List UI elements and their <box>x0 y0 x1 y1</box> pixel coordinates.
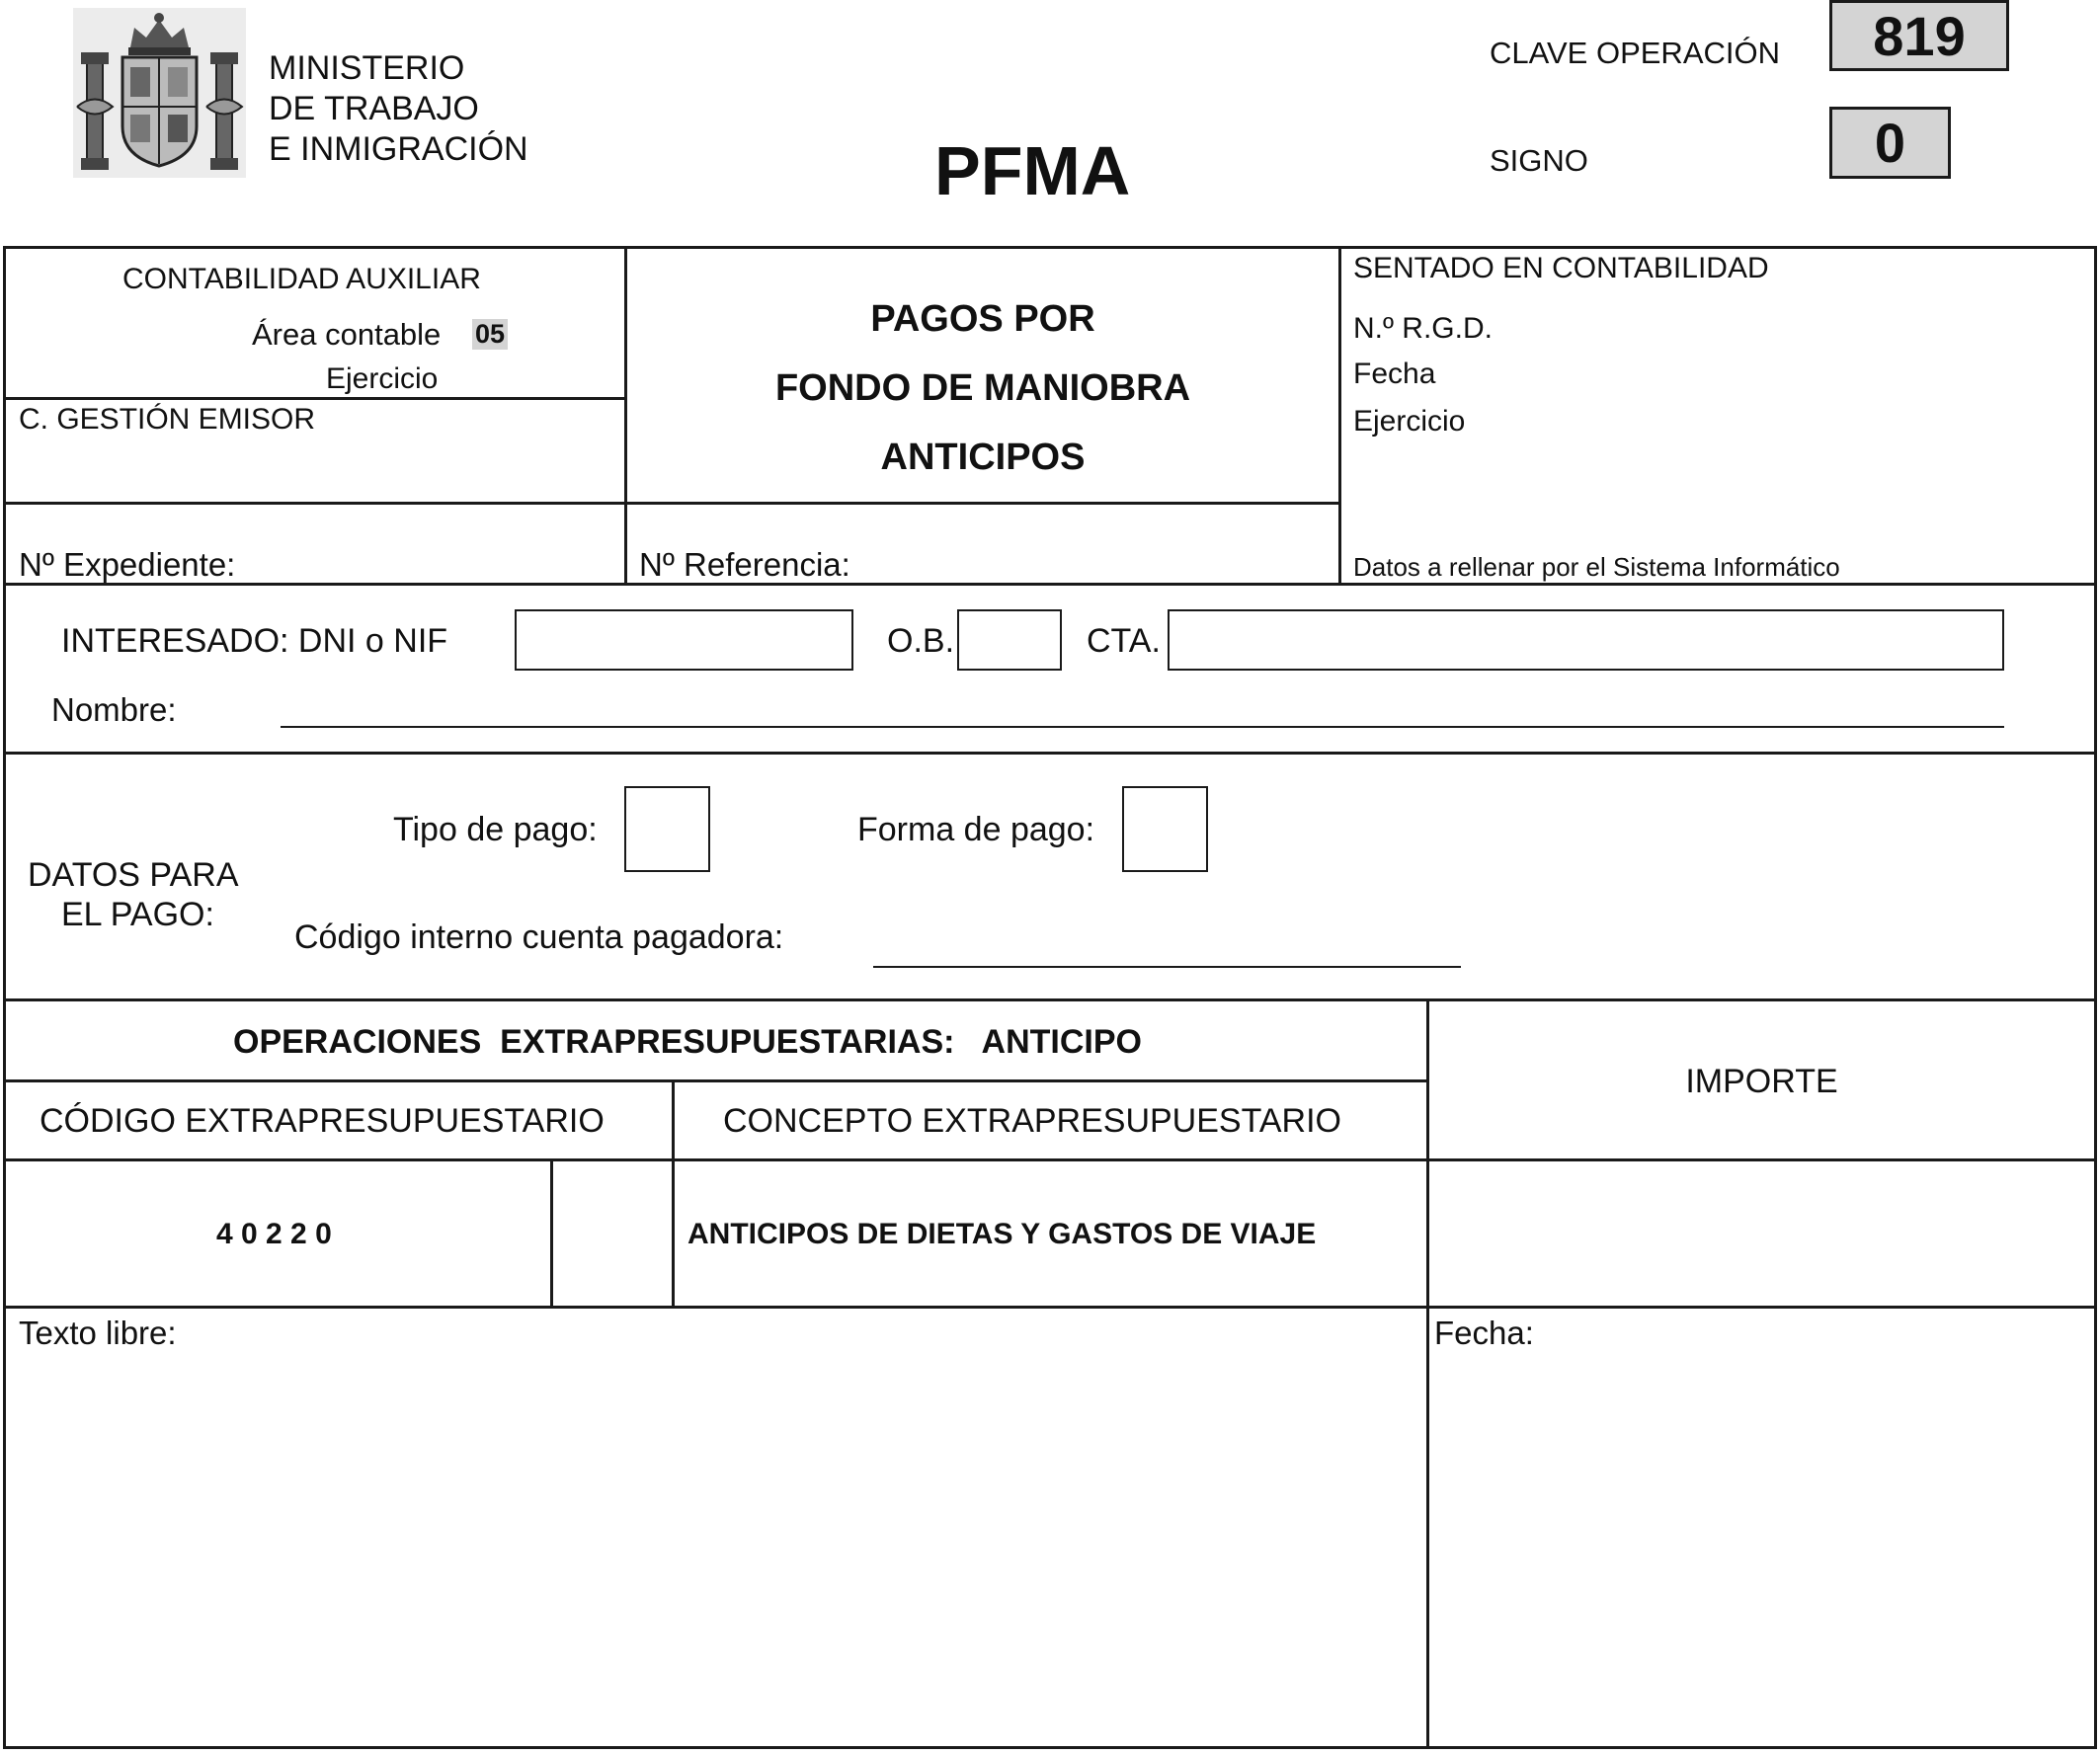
divider-v1 <box>624 246 627 584</box>
expediente-label: Nº Expediente: <box>19 546 236 583</box>
outer-bottom-border <box>3 1746 2097 1749</box>
ministry-line-3: E INMIGRACIÓN <box>269 130 528 168</box>
dni-field[interactable] <box>515 609 853 671</box>
tipo-pago-field[interactable] <box>624 786 710 872</box>
sentado-fecha-label: Fecha <box>1353 358 1436 390</box>
col-header-codigo: CÓDIGO EXTRAPRESUPUESTARIO <box>40 1102 605 1140</box>
signo-label: SIGNO <box>1490 143 1588 178</box>
importe-header: IMPORTE <box>1685 1063 1838 1100</box>
ob-label: O.B. <box>887 622 955 660</box>
divider-pago <box>3 752 2097 755</box>
referencia-label: Nº Referencia: <box>639 546 850 583</box>
signo-value: 0 <box>1829 107 1951 179</box>
texto-libre-label: Texto libre: <box>19 1315 177 1351</box>
forma-pago-field[interactable] <box>1122 786 1208 872</box>
codigo-cuenta-label: Código interno cuenta pagadora: <box>294 918 784 956</box>
ministry-line-2: DE TRABAJO <box>269 90 479 127</box>
ob-field[interactable] <box>957 609 1062 671</box>
contabilidad-title: CONTABILIDAD AUXILIAR <box>122 263 481 295</box>
dni-label: INTERESADO: DNI o NIF <box>61 622 448 660</box>
tipo-pago-label: Tipo de pago: <box>393 811 598 848</box>
title-line-1: PAGOS POR <box>870 298 1095 340</box>
divider-v2 <box>1338 246 1341 584</box>
outer-top-border <box>3 246 2097 249</box>
nombre-label: Nombre: <box>51 691 177 728</box>
cta-field[interactable] <box>1168 609 2004 671</box>
sentado-title: SENTADO EN CONTABILIDAD <box>1353 252 1769 284</box>
divider-operaciones <box>3 998 2097 1001</box>
outer-right-border <box>2094 246 2097 1749</box>
divider-gestion <box>3 397 627 400</box>
clave-operacion-label: CLAVE OPERACIÓN <box>1490 36 1781 70</box>
codigo-cuenta-field[interactable] <box>873 966 1461 968</box>
datos-pago-line-1: DATOS PARA <box>28 856 239 894</box>
divider-col-sub <box>550 1158 553 1309</box>
datos-pago-line-2: EL PAGO: <box>61 896 214 933</box>
area-contable-label: Área contable <box>252 317 442 352</box>
footer-fecha-label: Fecha: <box>1434 1315 1534 1351</box>
nombre-field[interactable] <box>281 726 2004 728</box>
sentado-ejercicio-label: Ejercicio <box>1353 405 1466 438</box>
forma-pago-label: Forma de pago: <box>857 811 1095 848</box>
title-line-2: FONDO DE MANIOBRA <box>774 367 1191 409</box>
divider-ops-title <box>3 1079 1429 1082</box>
divider-ops-row <box>3 1306 2097 1309</box>
divider-refs <box>3 502 1341 505</box>
divider-interesado <box>3 583 2097 586</box>
row-concepto-value: ANTICIPOS DE DIETAS Y GASTOS DE VIAJE <box>687 1218 1317 1250</box>
ministry-line-1: MINISTERIO <box>269 49 465 87</box>
rgd-label: N.º R.G.D. <box>1353 312 1493 345</box>
area-contable-value: 05 <box>472 319 508 350</box>
clave-operacion-value: 819 <box>1829 0 2009 71</box>
form-code-title: PFMA <box>934 132 1131 209</box>
texto-libre-area[interactable] <box>6 1353 1426 1746</box>
coat-of-arms-logo <box>73 8 246 178</box>
divider-col-codigo <box>672 1079 675 1309</box>
operaciones-title: OPERACIONES EXTRAPRESUPUESTARIAS: ANTICIPO <box>233 1023 1142 1061</box>
title-line-3: ANTICIPOS <box>880 437 1086 478</box>
importe-cell[interactable] <box>1429 1161 2094 1306</box>
col-header-concepto: CONCEPTO EXTRAPRESUPUESTARIO <box>723 1102 1341 1140</box>
row-codigo-value: 4 0 2 2 0 <box>216 1218 332 1250</box>
cta-label: CTA. <box>1087 622 1161 660</box>
footer-fecha-area[interactable] <box>1429 1353 2094 1746</box>
contabilidad-ejercicio-label: Ejercicio <box>326 362 439 395</box>
gestion-emisor-label: C. GESTIÓN EMISOR <box>19 403 316 436</box>
sistema-note: Datos a rellenar por el Sistema Informático <box>1353 552 1840 582</box>
